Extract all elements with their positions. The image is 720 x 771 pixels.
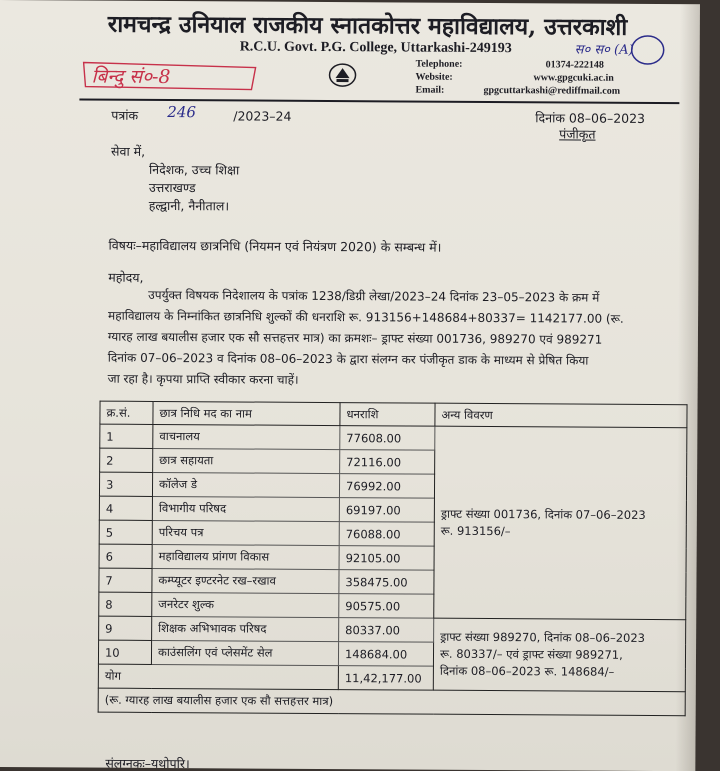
- college-name-hindi: रामचन्द्र उनियाल राजकीय स्नातकोत्तर महाविद्यालय, उत्तरकाशी: [107, 10, 628, 41]
- total-label: योग: [98, 664, 338, 689]
- website-label: Website:: [415, 71, 453, 83]
- row-fund-name: वाचनालय: [153, 424, 340, 449]
- row-fund-name: कम्प्यूटर इण्टरनेट रख–रखाव: [152, 568, 339, 593]
- row-serial: 6: [99, 544, 152, 568]
- row-fund-name: विभागीय परिषद: [152, 496, 339, 521]
- row-serial: 9: [99, 616, 152, 640]
- row-serial: 2: [100, 448, 153, 472]
- letter-date: दिनांक 08–06–2023: [535, 110, 646, 126]
- telephone-label: Telephone:: [415, 58, 463, 70]
- salutation: महोदय,: [108, 269, 144, 285]
- paragraph-line-2: महाविद्यालय के निम्नांकित छात्रनिधि शुल्कों की धनराशि रू. 913156+148684+80337= 1142177.00 (रू.: [108, 308, 624, 326]
- header-details: अन्य विवरण: [435, 403, 687, 428]
- patrank-label: पत्रांक: [111, 107, 139, 123]
- handwritten-bindu-number: बिन्दु सं०-8: [91, 65, 171, 89]
- registered-label: पंजीकृत: [559, 126, 596, 142]
- header-serial: क्र.सं.: [100, 401, 153, 424]
- to-line-1: सेवा में,: [111, 143, 146, 159]
- row-amount: 92105.00: [339, 546, 434, 571]
- patrank-number: 246: [167, 103, 197, 122]
- row-amount: 76088.00: [339, 522, 434, 547]
- paragraph-line-1: उपर्युक्त विषयक निदेशालय के पत्रांक 1238/डिग्री लेखा/2023–24 दिनांक 23–05–2023 के क्रम में: [148, 287, 600, 305]
- table-row: [100, 424, 687, 452]
- table-row: [99, 616, 686, 644]
- total-words-row: [98, 688, 685, 716]
- row-fund-name: कॉलेज डे: [152, 472, 339, 497]
- row-amount: 90575.00: [339, 594, 434, 619]
- paragraph-line-3: ग्यारह लाख बयालीस हजार एक सौ सत्तहत्तर मात्र) का क्रमशः– ड्राफ्ट संख्या 001736, 989270 एवं 989271: [107, 329, 603, 347]
- row-fund-name: जनरेटर शुल्क: [152, 592, 339, 617]
- subject-line: विषयः–महाविद्यालय छात्रनिधि (नियमन एवं नियंत्रण 2020) के सम्बन्ध में।: [108, 237, 442, 255]
- row-serial: 3: [99, 472, 152, 496]
- letter-paragraph: [108, 285, 669, 393]
- details-group-1-line-1: ड्राफ्ट संख्या 001736, दिनांक 07–06–2023: [440, 506, 646, 522]
- row-fund-name: परिचय पत्र: [152, 520, 339, 545]
- row-fund-name: काउंसलिंग एवं प्लेसमेंट सेल: [151, 640, 338, 665]
- total-amount: 11,42,177.00: [338, 666, 433, 691]
- row-fund-name: महाविद्यालय प्रांगण विकास: [152, 544, 339, 569]
- row-amount: 76992.00: [339, 474, 434, 499]
- row-serial: 5: [99, 520, 152, 544]
- college-name-english: R.C.U. Govt. P.G. College, Uttarkashi-249193: [239, 39, 512, 57]
- row-serial: 7: [99, 568, 152, 592]
- details-group-1-line-2: रू. 913156/–: [440, 523, 511, 538]
- enclosure-line: संलग्नकः–यथोपरि।: [105, 755, 190, 771]
- to-line-3: उत्तराखण्ड: [148, 179, 196, 196]
- telephone-value: 01374-222148: [545, 59, 604, 71]
- row-fund-name: छात्र सहायता: [153, 448, 340, 473]
- circled-mark-icon: [628, 32, 668, 68]
- row-serial: 8: [99, 592, 152, 616]
- handwritten-stamp: स० स० (A): [574, 42, 634, 58]
- college-emblem-icon: [327, 62, 357, 88]
- row-serial: 1: [100, 424, 153, 448]
- details-group-2-line-2: रू. 80337/– एवं ड्राफ्ट संख्या 989271,: [439, 646, 623, 662]
- header-fund-name: छात्र निधि मद का नाम: [153, 401, 340, 425]
- row-amount: 358475.00: [339, 570, 434, 595]
- bindu-box-icon: [79, 56, 259, 93]
- patrank-year: /2023–24: [233, 108, 292, 124]
- row-amount: 148684.00: [338, 642, 433, 667]
- paragraph-line-4: दिनांक 07–06–2023 व दिनांक 08–06–2023 के द्वारा संलग्न कर पंजीकृत डाक के माध्यम से प्रेषित किया: [107, 350, 589, 368]
- row-amount: 72116.00: [340, 450, 435, 475]
- details-group-1: [434, 426, 687, 620]
- to-line-2: निदेशक, उच्च शिक्षा: [148, 161, 240, 178]
- row-amount: 69197.00: [339, 498, 434, 523]
- paragraph-line-5: जा रहा है। कृपया प्राप्ति स्वीकार करना चाहें।: [107, 371, 299, 387]
- row-serial: 4: [99, 496, 152, 520]
- row-amount: 77608.00: [340, 426, 435, 451]
- header-amount: धनराशि: [340, 403, 435, 427]
- details-group-2-line-1: ड्राफ्ट संख्या 989270, दिनांक 08–06–2023: [440, 629, 646, 645]
- email-value: gpgcuttarkashi@rediffmail.com: [483, 84, 621, 97]
- email-label: Email:: [415, 84, 445, 96]
- row-serial: 10: [98, 640, 151, 664]
- row-fund-name: शिक्षक अभिभावक परिषद: [152, 616, 339, 641]
- fund-table: [98, 401, 688, 717]
- details-group-2: [433, 618, 685, 692]
- website-value: www.gpgcuki.ac.in: [533, 72, 614, 84]
- total-in-words: (रू. ग्यारह लाख बयालीस हजार एक सौ सत्तहत्तर मात्र): [98, 688, 685, 716]
- details-group-2-line-3: दिनांक 08–06–2023 रू. 148684/–: [439, 663, 615, 679]
- to-line-4: हल्द्वानी, नैनीताल।: [148, 197, 230, 214]
- row-amount: 80337.00: [339, 618, 434, 643]
